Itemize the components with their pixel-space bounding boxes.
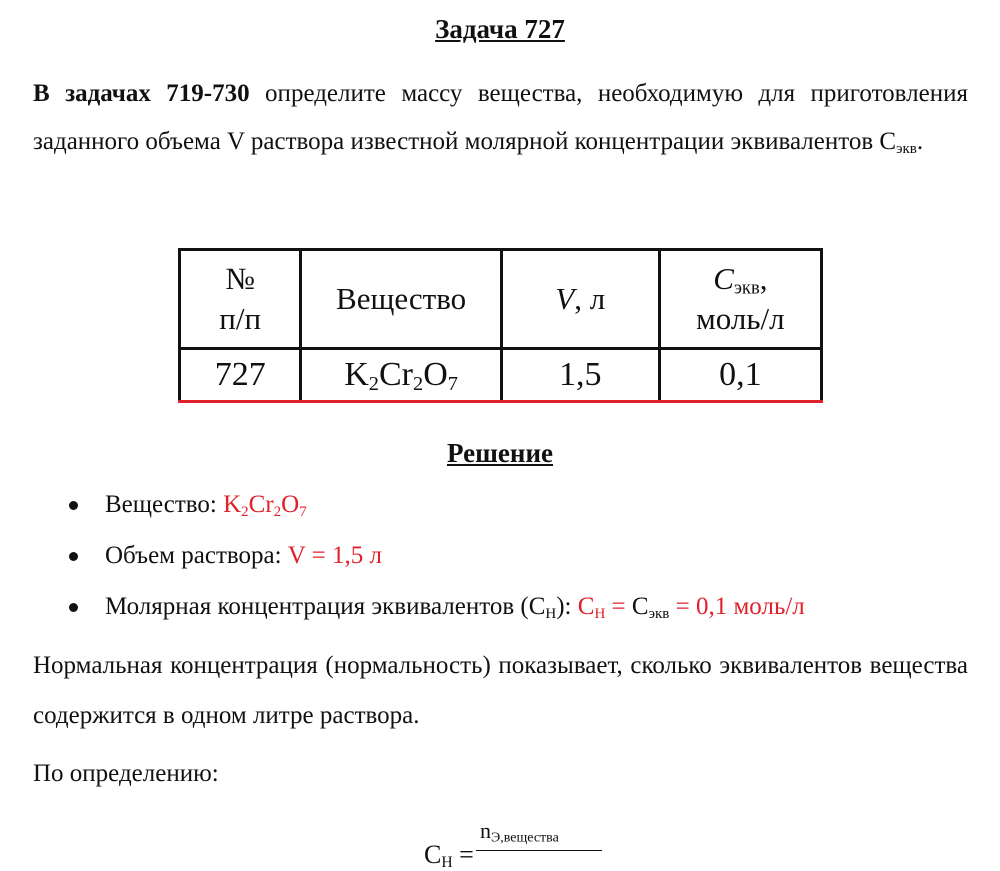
given-conc-equals: = [605, 593, 632, 620]
bullet-icon [69, 552, 78, 561]
given-volume-label: Объем раствора: [105, 542, 288, 569]
given-formula-cr-sub: 2 [273, 503, 282, 520]
header-volume-symbol: V [555, 281, 575, 316]
header-conc-comma: , [759, 261, 768, 296]
header-concentration [659, 250, 821, 349]
formula-o: O [423, 356, 448, 393]
statement-text: определите массу вещества, необходимую для приготовления заданного объема V раствора известной молярной концентрации эквивалентов С [33, 80, 968, 155]
task-table [178, 248, 823, 403]
cell-number: 727 [180, 349, 301, 402]
cell-substance [301, 349, 501, 402]
given-conc-equiv: С [631, 593, 649, 620]
problem-title: Задача 727 [435, 14, 565, 44]
given-conc-symbol-sub: Н [594, 605, 606, 622]
given-substance-label: Вещество: [105, 491, 224, 518]
formula-numerator [480, 818, 559, 844]
header-number-abbr: п/п [219, 301, 262, 336]
given-conc-label: Молярная концентрация эквивалентов (С [105, 593, 546, 620]
formula-num-sub: Э,вещества [491, 830, 559, 846]
list-item [33, 531, 805, 582]
bullet-icon [69, 603, 78, 612]
formula-num-symbol: n [480, 818, 491, 843]
bullet-icon [69, 501, 78, 510]
given-volume-value: V = 1,5 л [287, 542, 382, 569]
fraction-line [476, 850, 602, 851]
formula-k: K [344, 356, 369, 393]
cell-volume: 1,5 [501, 349, 659, 402]
header-number [180, 250, 301, 349]
given-formula-k-sub: 2 [241, 503, 249, 520]
given-conc-symbol: С [577, 593, 595, 620]
cell-concentration: 0,1 [659, 349, 821, 402]
formula-cr: Cr [378, 356, 413, 393]
header-substance: Вещество [301, 250, 501, 349]
given-formula-k: K [223, 491, 242, 518]
definition-paragraph: По определению: [33, 760, 219, 787]
given-conc-equiv-sub: экв [648, 605, 670, 622]
formula-k-sub: 2 [368, 373, 379, 396]
statement-bold: В задачах 719-730 [33, 80, 250, 107]
list-item [33, 582, 805, 633]
formula-cr-sub: 2 [412, 373, 424, 396]
header-conc-unit: моль/л [696, 301, 785, 336]
given-formula-o-sub: 7 [299, 503, 307, 520]
statement-sub: экв [896, 140, 917, 157]
formula-lhs-symbol: С [424, 840, 442, 869]
header-number-symbol: № [225, 261, 255, 296]
solution-title: Решение [447, 438, 553, 468]
given-conc-label-sub: Н [545, 605, 557, 622]
given-conc-label-end: ): [556, 593, 578, 620]
given-formula-o: O [281, 491, 300, 518]
table-row [180, 349, 822, 402]
normality-paragraph: Нормальная концентрация (нормальность) показывает, сколько эквивалентов вещества содержится в одном литре раствора. [33, 652, 968, 729]
given-conc-value: = 0,1 моль/л [669, 593, 805, 620]
given-formula-cr: Cr [248, 491, 274, 518]
header-conc-symbol: С [713, 261, 734, 296]
given-substance-value [223, 491, 307, 518]
header-conc-sub: экв [733, 277, 760, 299]
header-volume [501, 250, 659, 349]
formula-o-sub: 7 [447, 373, 458, 396]
formula-equals: = [452, 840, 474, 869]
header-volume-unit: , л [574, 281, 606, 316]
statement-end: . [916, 128, 924, 155]
table-header-row [180, 250, 822, 349]
problem-statement [33, 70, 968, 166]
givens-list [33, 480, 805, 633]
formula-lhs-sub: Н [441, 853, 453, 871]
list-item [33, 480, 805, 531]
